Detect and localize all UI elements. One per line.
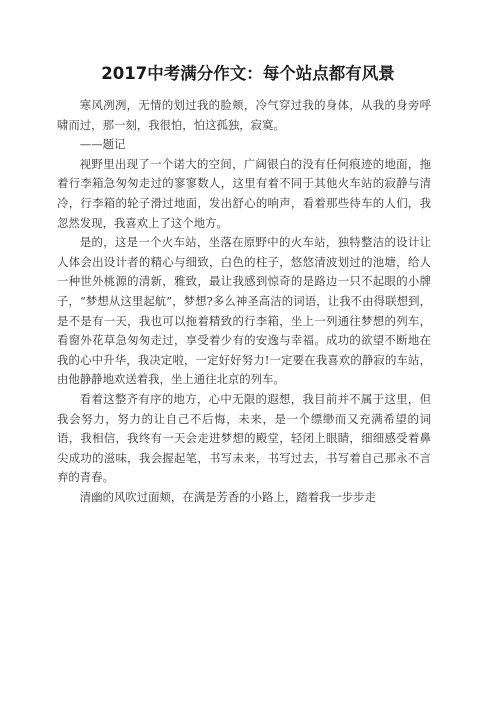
paragraph-3: 看着这整齐有序的地方，心中无限的遐想，我目前并不属于这里，但我会努力，努力的让自己不后悔，未来，是一个缥缈而又充满希望的词语，我相信，我终有一天会走进梦想的殿堂，轻闭上眼睛，细细感受着鼻尖成功的滋味，我会握起笔，书写未来，书写过去，书写着自己那永不言弃的青春。 bbox=[57, 391, 431, 485]
document-title: 2017中考满分作文：每个站点都有风景 bbox=[101, 64, 395, 83]
paragraph-1: 视野里出现了一个诺大的空间，广阔银白的没有任何痕迹的地面，拖着行李箱急匆匆走过的寥寥数人，这里有着不同于其他火车站的寂静与清冷，行李箱的轮子滑过地面，发出舒心的响声，看着那些待车的人们，我忽然发现，我喜欢上了这个地方。 bbox=[57, 156, 431, 230]
document-body bbox=[57, 96, 431, 507]
paragraph-epigraph: 寒风冽冽，无情的划过我的脸颊，冷气穿过我的身体，从我的身旁呼啸而过，那一刻，我很怕，怕这孤独，寂寞。 bbox=[57, 98, 431, 132]
paragraph-4: 清幽的风吹过面颊，在满是芳香的小路上，踏着我一步步走 bbox=[79, 489, 376, 504]
paragraph-epigraph-label: ——题记 bbox=[79, 137, 126, 152]
paragraph-2: 是的，这是一个火车站，坐落在原野中的火车站，独特整洁的设计让人体会出设计者的精心与细致，白色的柱子，悠悠清波划过的池塘，给人一种世外桃源的清新，雅致，最让我感到惊奇的是路边一只不起眼的小牌子，“梦想从这里起航”，梦想?多么神圣高洁的词语，让我不由得联想到，是不是有一天，我也可以拖着精致的行李箱，坐上一列通往梦想的列车，看窗外花草急匆匆走过，享受着少有的安逸与幸福。成功的欲望不断地在我的心中升华，我决定啦，一定好好努力!一定要在我喜欢的静寂的车站，由他静静地欢送着我，坐上通往北京的列车。 bbox=[57, 235, 431, 387]
